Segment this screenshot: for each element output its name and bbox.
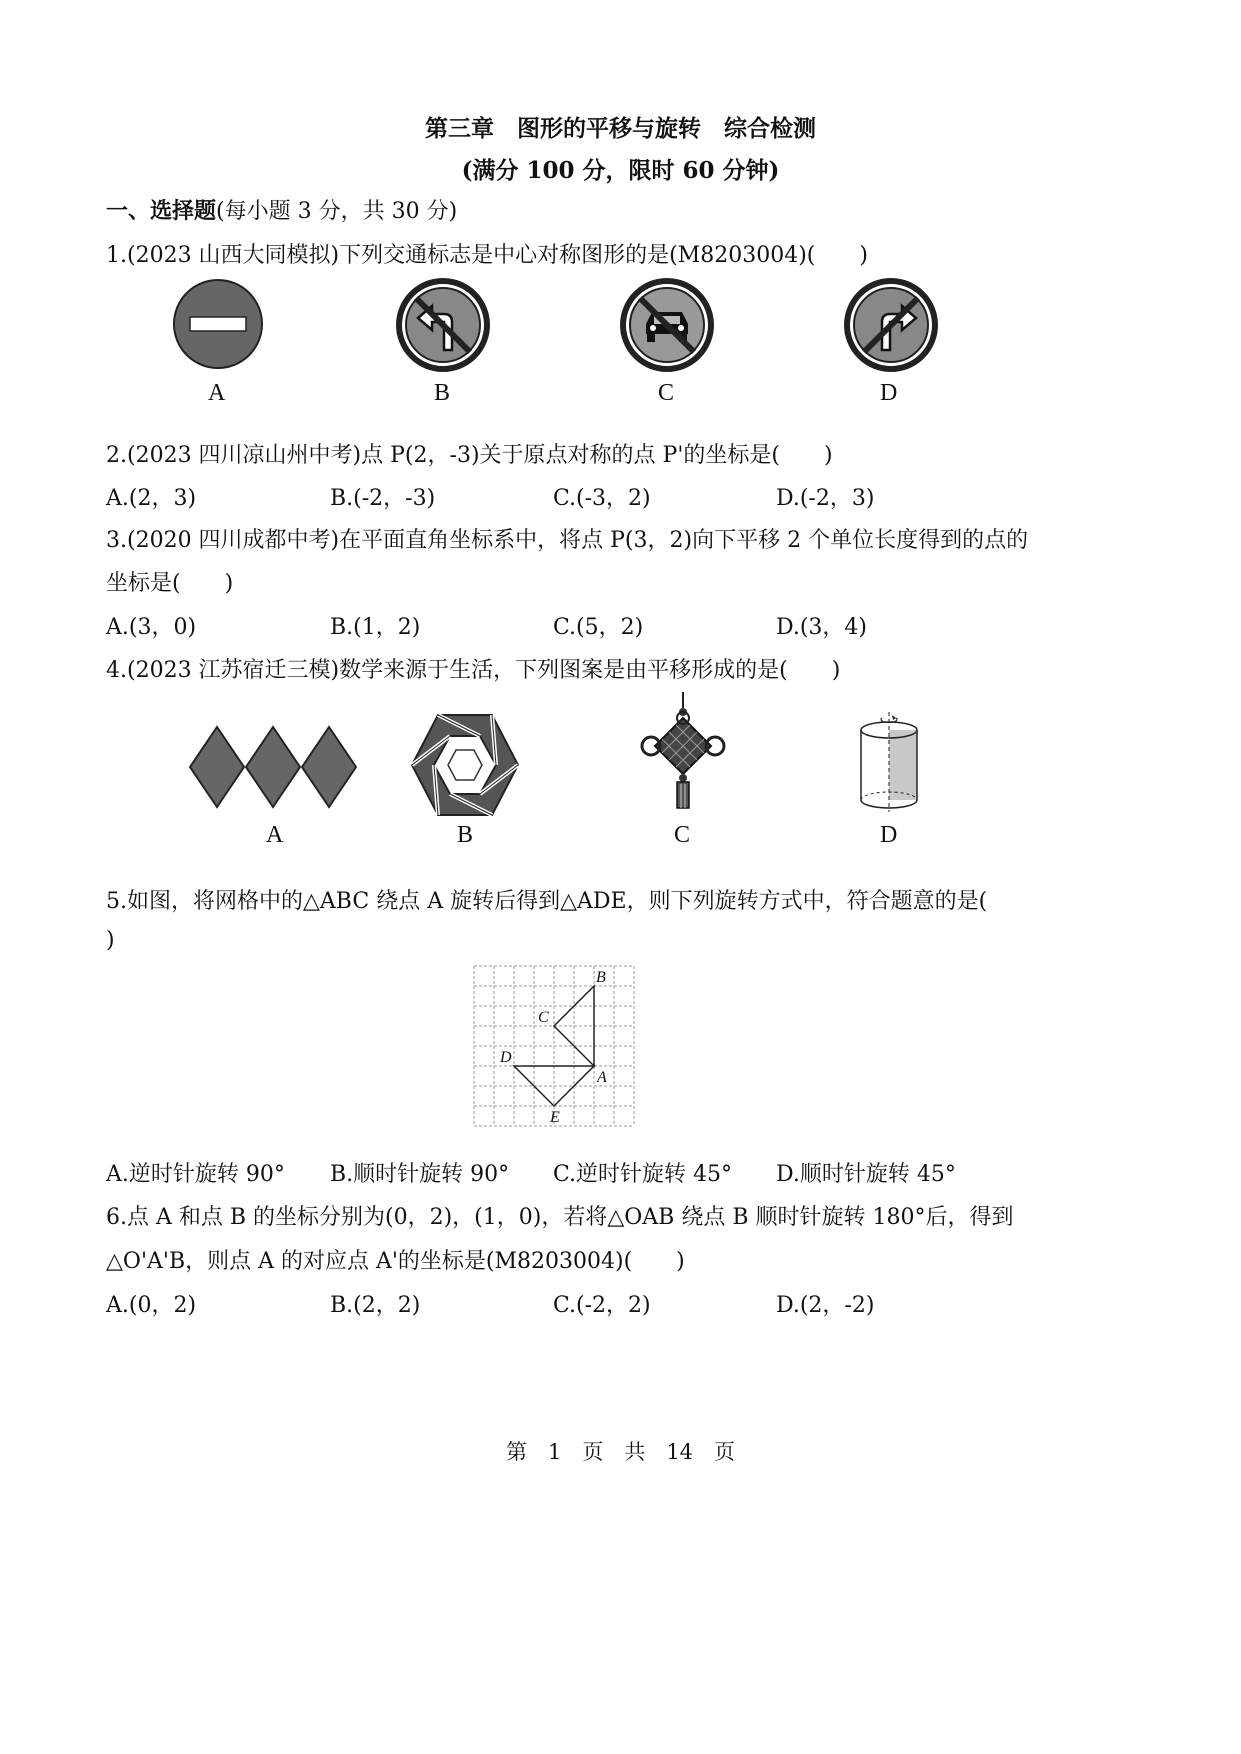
question-4-stem: 4.(2023 江苏宿迁三模)数学来源于生活，下列图案是由平移形成的是( ) <box>106 658 841 683</box>
figure-label: D <box>880 822 898 848</box>
no-cars-sign-icon <box>620 278 714 372</box>
option-d: D.(2，-2) <box>776 1293 875 1318</box>
question-6-stem-cont: △O'A'B，则点 A 的对应点 A'的坐标是(M8203004)( ) <box>106 1249 685 1274</box>
option-d: D.(-2，3) <box>776 486 875 511</box>
figure-label: A <box>266 822 284 848</box>
no-right-turn-sign-icon <box>844 278 938 372</box>
section-note: (每小题 3 分，共 30 分) <box>216 199 458 224</box>
no-entry-sign-icon <box>172 278 264 370</box>
chinese-knot-figure <box>634 692 732 810</box>
figure-label: C <box>674 822 691 848</box>
diamond-chain-figure <box>186 724 364 810</box>
hexagon-swirl-figure <box>410 712 520 818</box>
figure-label: C <box>658 380 675 406</box>
question-5-stem: 5.如图，将网格中的△ABC 绕点 A 旋转后得到△ADE，则下列旋转方式中，符合题意的是( <box>106 889 988 914</box>
page-footer: 第 1 页 共 14 页 <box>505 1440 736 1464</box>
point-label-d: D <box>500 1049 512 1066</box>
question-3-stem: 3.(2020 四川成都中考)在平面直角坐标系中，将点 P(3，2)向下平移 2 个单位长度得到的点的 <box>106 528 1029 553</box>
figure-label: B <box>457 822 474 848</box>
option-a: A.(3，0) <box>106 615 197 640</box>
rotating-cylinder-figure <box>856 710 922 814</box>
point-label-a: A <box>597 1069 607 1086</box>
point-label-e: E <box>550 1109 560 1126</box>
figure-label: A <box>208 380 226 406</box>
point-label-c: C <box>538 1009 549 1026</box>
question-2-stem: 2.(2023 四川凉山州中考)点 P(2，-3)关于原点对称的点 P'的坐标是( ) <box>106 443 833 468</box>
figure-label: B <box>434 380 451 406</box>
figure-label: D <box>880 380 898 406</box>
question-6-stem: 6.点 A 和点 B 的坐标分别为(0，2)，(1，0)，若将△OAB 绕点 B 顺时针旋转 180°后，得到 <box>106 1205 1014 1230</box>
section-title: 一、选择题 <box>106 198 217 224</box>
option-b: B.(-2，-3) <box>330 486 436 511</box>
option-d: D.顺时针旋转 45° <box>776 1162 956 1187</box>
page-subtitle: (满分 100 分，限时 60 分钟) <box>461 157 780 184</box>
option-b: B.顺时针旋转 90° <box>330 1162 510 1187</box>
option-a: A.逆时针旋转 90° <box>106 1162 285 1187</box>
no-left-turn-sign-icon <box>396 278 490 372</box>
question-1-stem: 1.(2023 山西大同模拟)下列交通标志是中心对称图形的是(M8203004)( ) <box>106 243 868 268</box>
option-b: B.(1，2) <box>330 615 421 640</box>
question-3-stem-cont: 坐标是( ) <box>106 571 234 596</box>
rotation-grid-figure <box>470 962 640 1130</box>
option-a: A.(0，2) <box>106 1293 197 1318</box>
option-c: C.(5，2) <box>553 615 644 640</box>
page-title: 第三章 图形的平移与旋转 综合检测 <box>425 115 816 142</box>
option-b: B.(2，2) <box>330 1293 421 1318</box>
option-c: C.逆时针旋转 45° <box>553 1162 733 1187</box>
point-label-b: B <box>596 969 606 986</box>
option-c: C.(-2，2) <box>553 1293 651 1318</box>
section-heading <box>106 194 457 225</box>
option-c: C.(-3，2) <box>553 486 651 511</box>
question-5-stem-cont: ) <box>106 928 115 953</box>
option-d: D.(3，4) <box>776 615 868 640</box>
option-a: A.(2，3) <box>106 486 197 511</box>
